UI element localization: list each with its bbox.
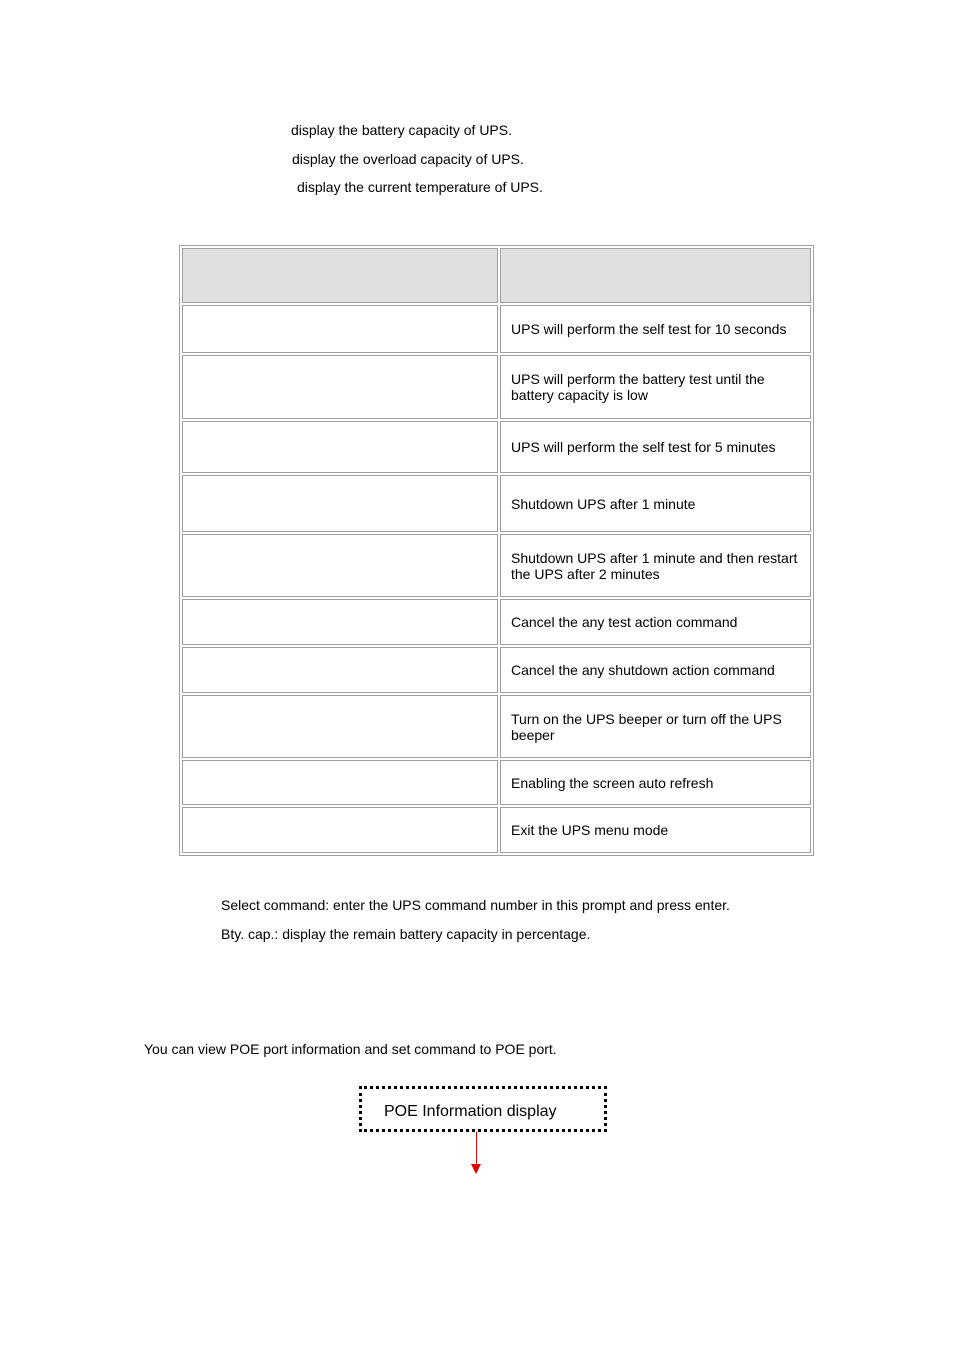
table-row [182,807,811,853]
header-cell-command [182,248,498,303]
command-cell [182,305,498,353]
poe-box-label: POE Information display [384,1103,557,1120]
description-cell: Enabling the screen auto refresh [500,760,811,805]
battery-capacity-definition: display the battery capacity of UPS. [291,122,512,138]
battery-capacity-note: Bty. cap.: display the remain battery capacity in percentage. [221,926,591,942]
table-header-row [182,248,811,303]
description-cell: UPS will perform the self test for 10 seconds [500,305,811,353]
select-command-note: Select command: enter the UPS command number in this prompt and press enter. [221,897,730,913]
table-row [182,355,811,419]
command-cell [182,760,498,805]
description-cell: UPS will perform the self test for 5 minutes [500,421,811,473]
table-row [182,647,811,693]
table-row [182,305,811,353]
down-arrow-shaft [476,1132,477,1166]
description-cell: Shutdown UPS after 1 minute and then restart the UPS after 2 minutes [500,534,811,597]
command-cell [182,599,498,645]
table-row [182,695,811,758]
command-cell [182,355,498,419]
table-row [182,599,811,645]
overload-capacity-definition: display the overload capacity of UPS. [292,151,524,167]
down-arrow-icon [471,1164,481,1174]
description-cell: Shutdown UPS after 1 minute [500,475,811,532]
ups-command-table [179,245,814,856]
description-cell: UPS will perform the battery test until the battery capacity is low [500,355,811,419]
poe-information-display-box [359,1086,607,1132]
table-row [182,421,811,473]
command-cell [182,421,498,473]
command-cell [182,695,498,758]
description-cell: Exit the UPS menu mode [500,807,811,853]
description-cell: Turn on the UPS beeper or turn off the UPS beeper [500,695,811,758]
description-cell: Cancel the any shutdown action command [500,647,811,693]
header-cell-description [500,248,811,303]
poe-intro-text: You can view POE port information and set command to POE port. [144,1041,557,1057]
command-cell [182,475,498,532]
command-cell [182,807,498,853]
command-cell [182,534,498,597]
table-row [182,760,811,805]
temperature-definition: display the current temperature of UPS. [297,179,543,195]
command-cell [182,647,498,693]
table-row [182,534,811,597]
description-cell: Cancel the any test action command [500,599,811,645]
table-row [182,475,811,532]
